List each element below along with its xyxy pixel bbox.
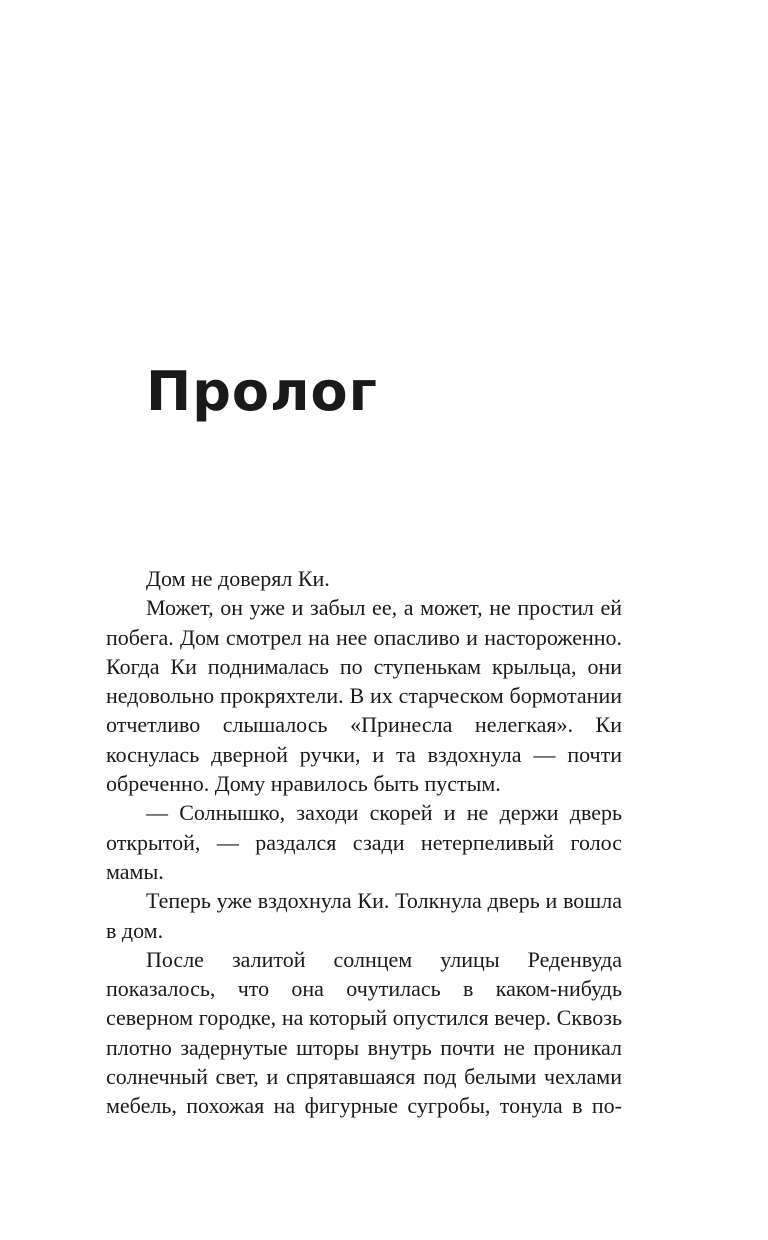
paragraph: После залитой солнцем улицы Реденвуда показалось, что она очутилась в каком-нибудь северном городке, на который опустился вечер. Сквозь плотно задернутые шторы внутрь почти не проникал солнечный свет, и спрятавшаяся под белыми чехлами мебель, похожая на фигурные сугробы, тонула в по- [106,946,622,1119]
paragraph: Дом не доверял Ки. [146,566,330,591]
paragraph: — Солнышко, заходи скорей и не держи дверь открытой, — раздался сзади нетерпеливый голос мамы. [106,800,622,884]
paragraph: Может, он уже и забыл ее, а может, не простил ей побега. Дом смотрел на нее опасливо и настороженно. Когда Ки поднималась по ступенькам крыльца, они недовольно прокряхтели. В их старческом бормотании отчетливо слышалось «Принесла нелегкая». Ки коснулась дверной ручки, и та вздохнула — почти обреченно. Дому нравилось быть пустым. [106,595,622,797]
chapter-body [106,564,622,1121]
paragraph: Теперь уже вздохнула Ки. Толкнула дверь и вошла в дом. [106,888,622,943]
chapter-title: Пролог [146,360,378,423]
